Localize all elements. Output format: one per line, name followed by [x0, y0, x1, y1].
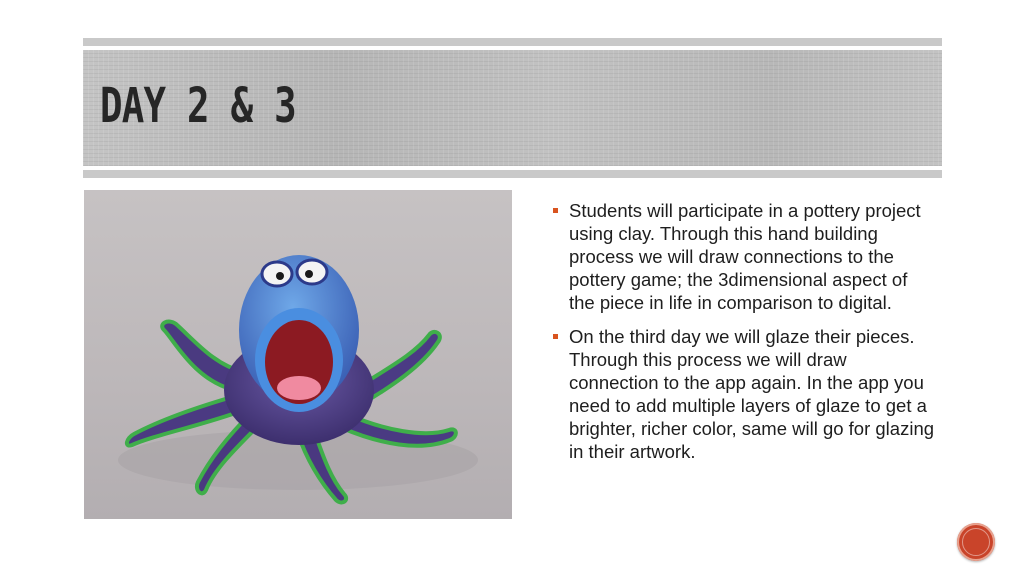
clay-octopus-photo — [84, 190, 512, 519]
title-band-bottom-stripe — [83, 170, 942, 178]
bullet-text: Students will participate in a pottery project using clay. Through this hand building process we will draw connections to the pottery game; the 3dimensional aspect of the piece in life in comparison to digital. — [569, 200, 921, 313]
slide-title: DAY 2 & 3 — [100, 78, 296, 134]
list-item — [551, 325, 936, 463]
slide-nav-button[interactable] — [957, 523, 995, 561]
bullet-square-icon — [553, 334, 558, 339]
octopus-sculpture-image — [84, 190, 512, 519]
bullet-square-icon — [553, 208, 558, 213]
list-item — [551, 199, 936, 314]
bullet-text: On the third day we will glaze their pieces. Through this process we will draw connection to the app again. In the app you need to add multiple layers of glaze to get a brighter, richer color, same will go for glazing in their artwork. — [569, 326, 935, 462]
title-band-top-stripe — [83, 38, 942, 46]
bullet-list — [551, 199, 936, 474]
